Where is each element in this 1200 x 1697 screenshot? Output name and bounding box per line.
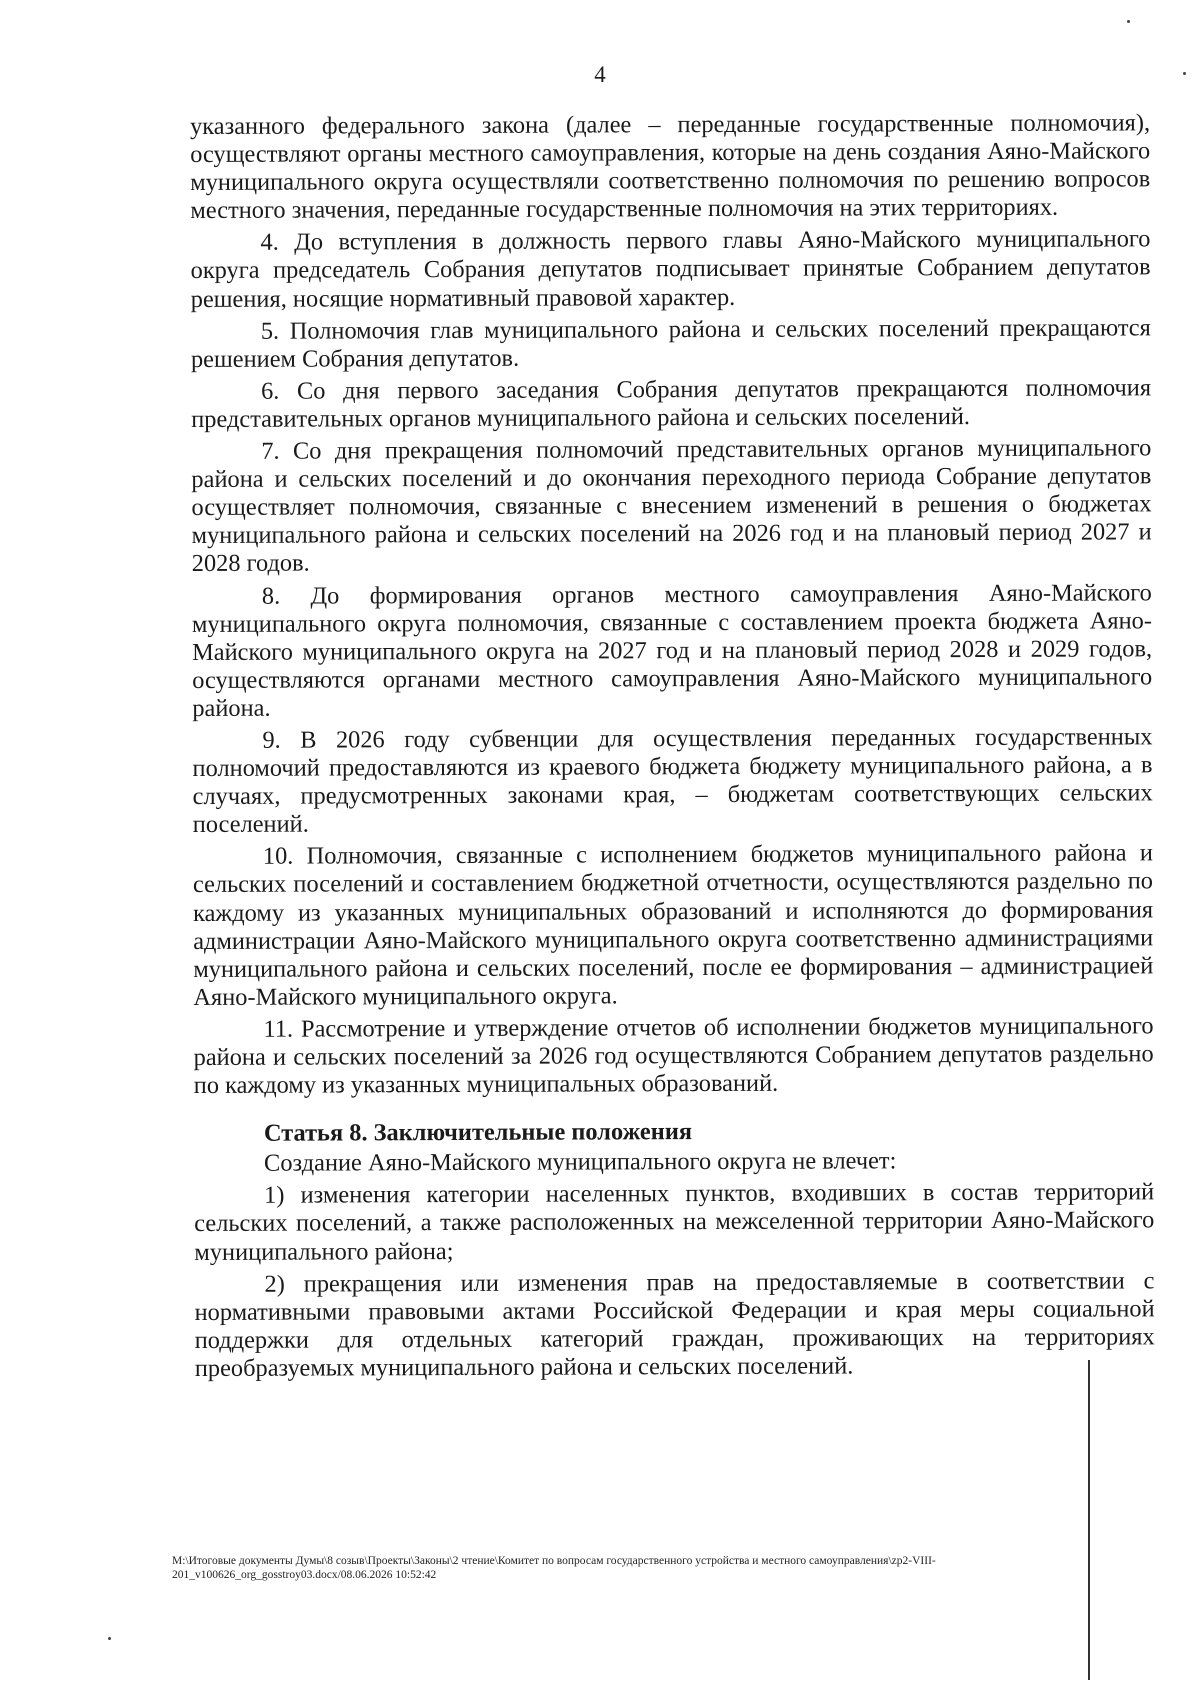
scan-speck bbox=[108, 1637, 111, 1640]
paragraph-continuation: указанного федерального закона (далее – переданные государственные полномочия), осуществляют органы местного самоуправления, которые на день создания Аяно-Майского муниципального округа осуществляли соответственно полномочия по решению вопросов местного значения, переданные государственные полномочия на этих территориях. bbox=[190, 109, 1151, 225]
paragraph-item-10: 10. Полномочия, связанные с исполнением бюджетов муниципального района и сельских поселений и составлением бюджетной отчетности, осуществляются раздельно по каждому из указанных муниципальных образований и исполняются до формирования администрации Аяно-Майского муниципального округа соответственно администрациями муниципального района и сельских поселений, после ее формирования – администрацией Аяно-Майского муниципального округа. bbox=[192, 839, 1154, 1011]
paragraph-item-6: 6. Со дня первого заседания Собрания депутатов прекращаются полномочия представительных органов муниципального района и сельских поселений. bbox=[191, 374, 1152, 433]
article-8-section bbox=[194, 1116, 1155, 1383]
paragraph-item-4: 4. До вступления в должность первого главы Аяно-Майского муниципального округа председатель Собрания депутатов подписывает принятые Собранием депутатов решения, носящие нормативный правовой характер. bbox=[190, 225, 1151, 313]
paragraph-item-9: 9. В 2026 году субвенции для осуществления переданных государственных полномочий предоставляются из краевого бюджета бюджету муниципального района, а в случаях, предусмотренных законами края, – бюджетам соответствующих сельских поселений. bbox=[192, 723, 1153, 839]
paragraph-item-11: 11. Рассмотрение и утверждение отчетов об исполнении бюджетов муниципального района и сельских поселений за 2026 год осуществляются Собранием депутатов раздельно по каждому из указанных муниципальных образований. bbox=[193, 1012, 1154, 1100]
paragraph-item-7: 7. Со дня прекращения полномочий представительных органов муниципального района и сельских поселений и до окончания переходного периода Собрание депутатов осуществляет полномочия, связанные с внесением изменений в решения о бюджетах муниципального района и сельских поселений на 2026 год и на плановый период 2027 и 2028 годов. bbox=[191, 434, 1152, 578]
article-subitem-1: 1) изменения категории населенных пунктов, входивших в состав территорий сельских поселений, а также расположенных на межселенной территории Аяно-Майского муниципального района; bbox=[194, 1178, 1155, 1266]
page-number: 4 bbox=[594, 62, 606, 87]
scan-speck bbox=[1183, 72, 1186, 75]
document-body bbox=[190, 109, 1155, 1387]
paragraph-item-5: 5. Полномочия глав муниципального района и сельских поселений прекращаются решением Собрания депутатов. bbox=[190, 313, 1151, 373]
footer-file-path: M:\Итоговые документы Думы\8 созыв\Проекты\Законы\2 чтение\Комитет по вопросам государственного устройства и местного самоуправления\zp2-VIII-201_v100626_org_gosstroy03.docx/08.06.2026 10:52:42 bbox=[172, 1555, 936, 1581]
scan-speck bbox=[1127, 20, 1130, 23]
article-subitem-2: 2) прекращения или изменения прав на предоставляемые в соответствии с нормативными правовыми актами Российской Федерации и края меры социальной поддержки для отдельных категорий граждан, проживающих на территориях преобразуемых муниципального района и сельских поселений. bbox=[194, 1266, 1155, 1382]
article-intro: Создание Аяно-Майского муниципального округа не влечет: bbox=[263, 1147, 897, 1178]
article-heading: Статья 8. Заключительные положения bbox=[263, 1118, 693, 1147]
scan-edge-line bbox=[1088, 1360, 1090, 1680]
paragraph-item-8: 8. До формирования органов местного самоуправления Аяно-Майского муниципального округа полномочия, связанные с составлением проекта бюджета Аяно-Майского муниципального округа на 2027 год и на плановый период 2028 и 2029 годов, осуществляются органами местного самоуправления Аяно-Майского муниципального района. bbox=[191, 578, 1153, 722]
